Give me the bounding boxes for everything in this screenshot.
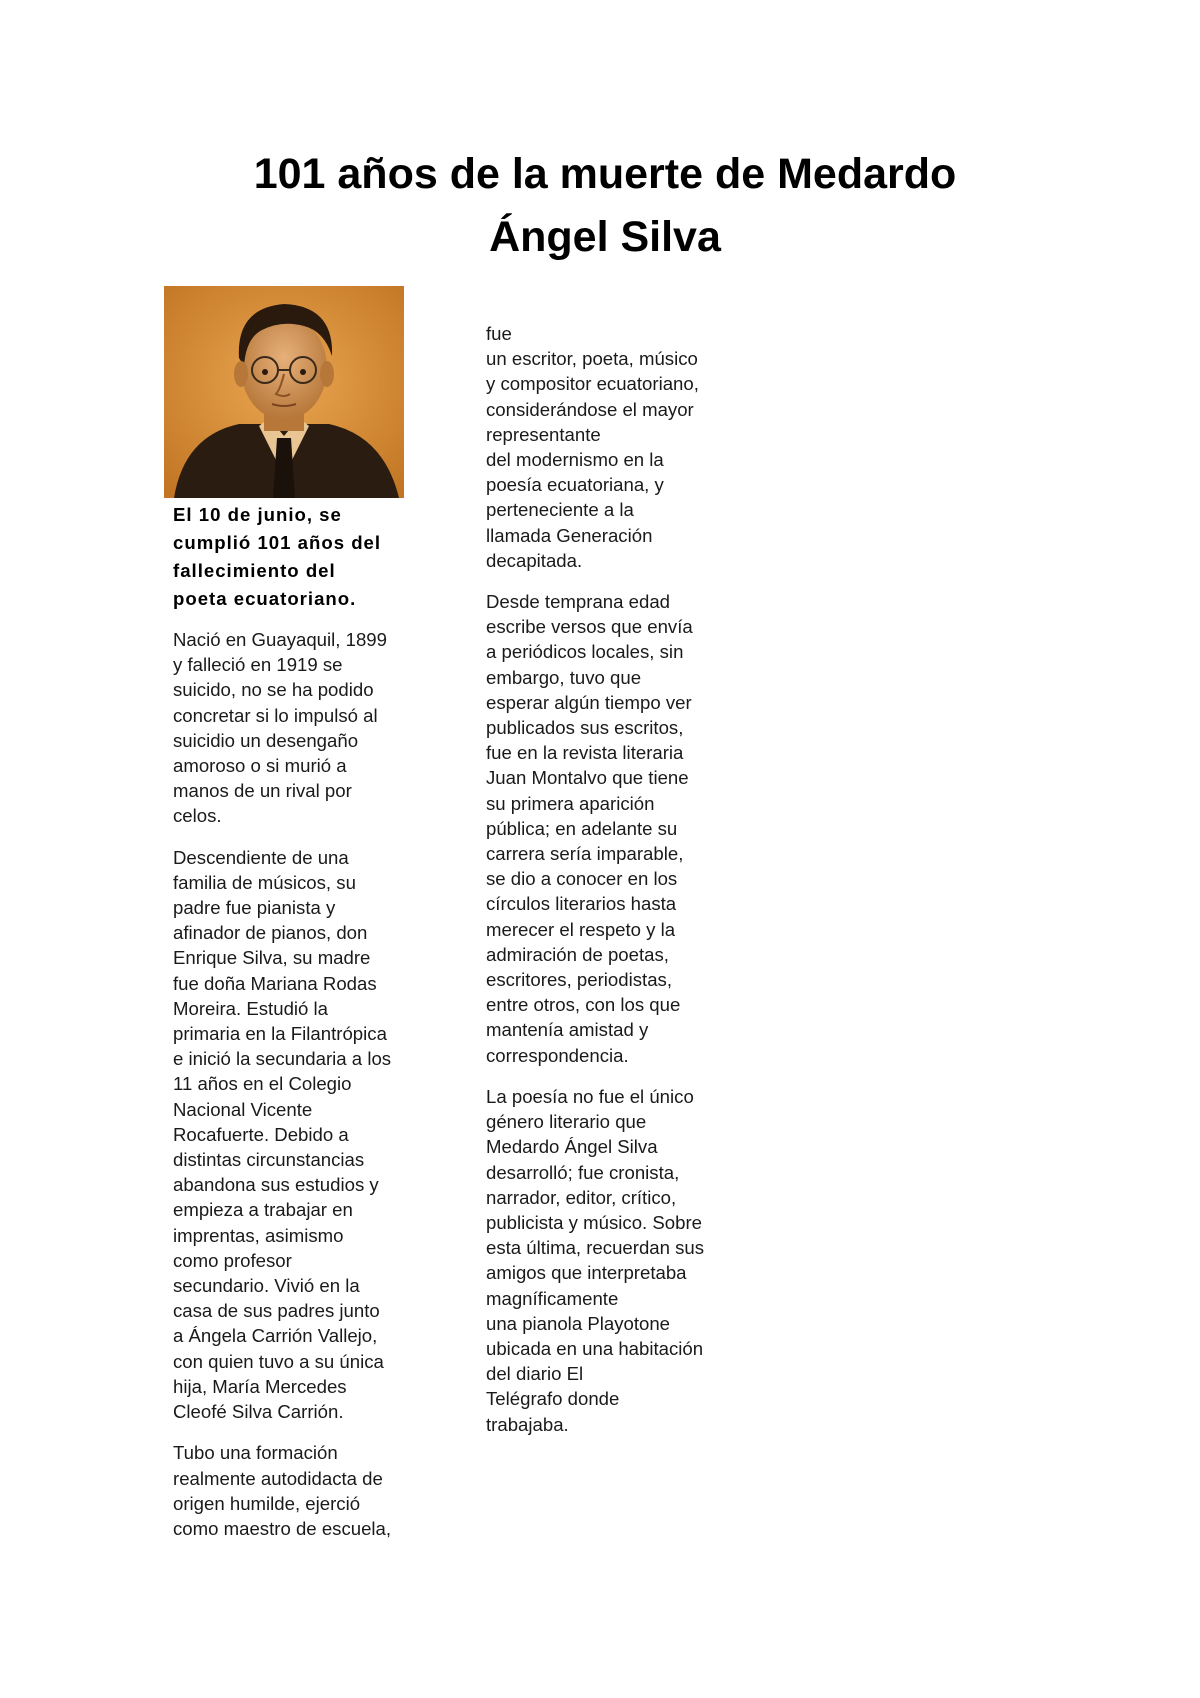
page-title: [150, 143, 1060, 269]
right-column: [486, 321, 746, 1453]
left-paragraph-1: Nació en Guayaquil, 1899 y falleció en 1919 se suicido, no se ha podido concretar si lo impulsó al suicidio un desengaño amoroso o si murió a manos de un rival por celos.: [173, 629, 387, 827]
right-paragraph-2: Desde temprana edad escribe versos que envía a periódicos locales, sin embargo, tuvo que esperar algún tiempo ver publicados sus escritos, fue en la revista literaria Juan Montalvo que tiene su primera aparición pública; en adelante su carrera sería imparable, se dio a conocer en los círculos literarios hasta merecer el respeto y la admiración de poetas, escritores, periodistas, entre otros, con los que mantenía amistad y correspondencia.: [486, 591, 693, 1066]
portrait-photo: [164, 286, 404, 498]
right-paragraph-1: fue un escritor, poeta, músico y compositor ecuatoriano, considerándose el mayor representante del modernismo en la poesía ecuatoriana, y perteneciente a la llamada Generación decapitada.: [486, 323, 699, 571]
left-paragraph-3: Tubo una formación realmente autodidacta de origen humilde, ejerció como maestro de escuela,: [173, 1442, 392, 1539]
left-paragraph-2: Descendiente de una familia de músicos, su padre fue pianista y afinador de pianos, don Enrique Silva, su madre fue doña Mariana Rodas Moreira. Estudió la primaria en la Filantrópica e inició la secundaria a los 11 años en el Colegio Nacional Vicente Rocafuerte. Debido a distintas circunstancias abandona sus estudios y empieza a trabajar en imprentas, asimismo como profesor secundario. Vivió en la casa de sus padres junto a Ángela Carrión Vallejo, con quien tuvo a su única hija, María Mercedes Cleofé Silva Carrión.: [173, 846, 392, 1423]
lead-paragraph: El 10 de junio, se cumplió 101 años del fallecimiento del poeta ecuatoriano.: [173, 504, 382, 609]
title-line-2: Ángel Silva: [489, 213, 721, 261]
left-column: [173, 501, 423, 1557]
right-paragraph-3: La poesía no fue el único género literario que Medardo Ángel Silva desarrolló; fue cronista, narrador, editor, crítico, publicista y músico. Sobre esta última, recuerdan sus amigos que interpretaba magníficamente una pianola Playotone ubicada en una habitación del diario El Telégrafo donde trabajaba.: [486, 1085, 705, 1435]
title-line-1: 101 años de la muerte de Medardo: [253, 150, 957, 198]
